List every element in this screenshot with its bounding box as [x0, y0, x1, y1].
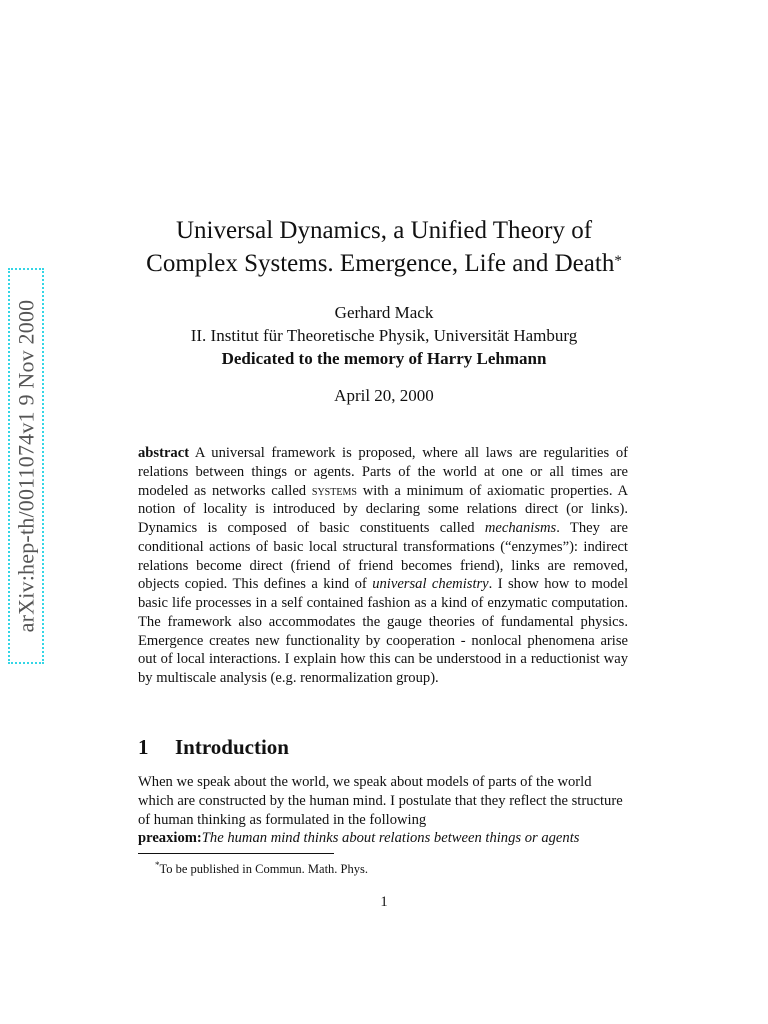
preaxiom-label: preaxiom:: [138, 830, 202, 847]
abstract-label: abstract: [138, 445, 190, 461]
arxiv-identifier-stamp[interactable]: [8, 268, 44, 664]
abstract-systems-term: systems: [311, 482, 357, 499]
section-heading: [138, 734, 289, 760]
page-number: 1: [380, 894, 388, 910]
author-affiliation: II. Institut für Theoretische Physik, Universität Hamburg: [190, 326, 578, 345]
title-line-2: [100, 247, 668, 280]
dedication: Dedicated to the memory of Harry Lehmann: [221, 349, 547, 368]
abstract-paragraph: [138, 444, 628, 688]
abstract-text-4: . I show how to model basic life processes in a self contained fashion as a kind of enzymatic computation. The framework also accommodates the gauge theories of fundamental physics. Emergence creates new functionality by cooperation - nonlocal phenomena arise out of local interactions. I explain how this can be understood in a reductionist way by multiscale analysis (e.g. renormalization group).: [138, 576, 629, 686]
paper-date: April 20, 2000: [334, 386, 434, 405]
title-footnote-mark: *: [614, 253, 622, 269]
abstract-mechanisms-term: mechanisms: [484, 520, 557, 536]
footnote-rule: [138, 853, 334, 854]
footnote: [155, 857, 368, 877]
intro-text: When we speak about the world, we speak about models of parts of the world which are constructed by the human mind. I postulate that they reflect the structure of human thinking as formulated in the following: [138, 774, 623, 828]
abstract-text-2: with a minimum of axiomatic properties. A notion of locality is introduced by declaring some relations direct (or links). Dynamics is composed of basic constituents called: [138, 482, 629, 536]
abstract-text-1: A universal framework is proposed, where all laws are regularities of relations between things or agents. Parts of the world at one or all times are modeled as networks called: [138, 445, 628, 499]
title-line-1: Universal Dynamics, a Unified Theory of: [175, 217, 593, 244]
title-line-2-text: Complex Systems. Emergence, Life and Death: [146, 250, 615, 277]
preaxiom-text: The human mind thinks about relations between things or agents: [201, 830, 580, 847]
paper-title: [100, 214, 668, 280]
author-name: Gerhard Mack: [334, 303, 434, 322]
footnote-text: To be published in Commun. Math. Phys.: [159, 862, 369, 877]
abstract-text-3: . They are conditional actions of basic local structural transformations (“enzymes”): indirect relations become direct (friend of friend becomes friend), links are removed, objects copied. This defines a kind of: [138, 520, 628, 593]
introduction-paragraph: [138, 773, 628, 848]
footnote-mark: *: [155, 860, 160, 870]
abstract-universal-chemistry-term: universal chemistry: [372, 576, 489, 593]
arxiv-identifier-text: arXiv:hep-th/0011074v1 9 Nov 2000: [13, 299, 39, 633]
section-number: 1: [138, 735, 149, 759]
section-title: Introduction: [175, 735, 289, 759]
